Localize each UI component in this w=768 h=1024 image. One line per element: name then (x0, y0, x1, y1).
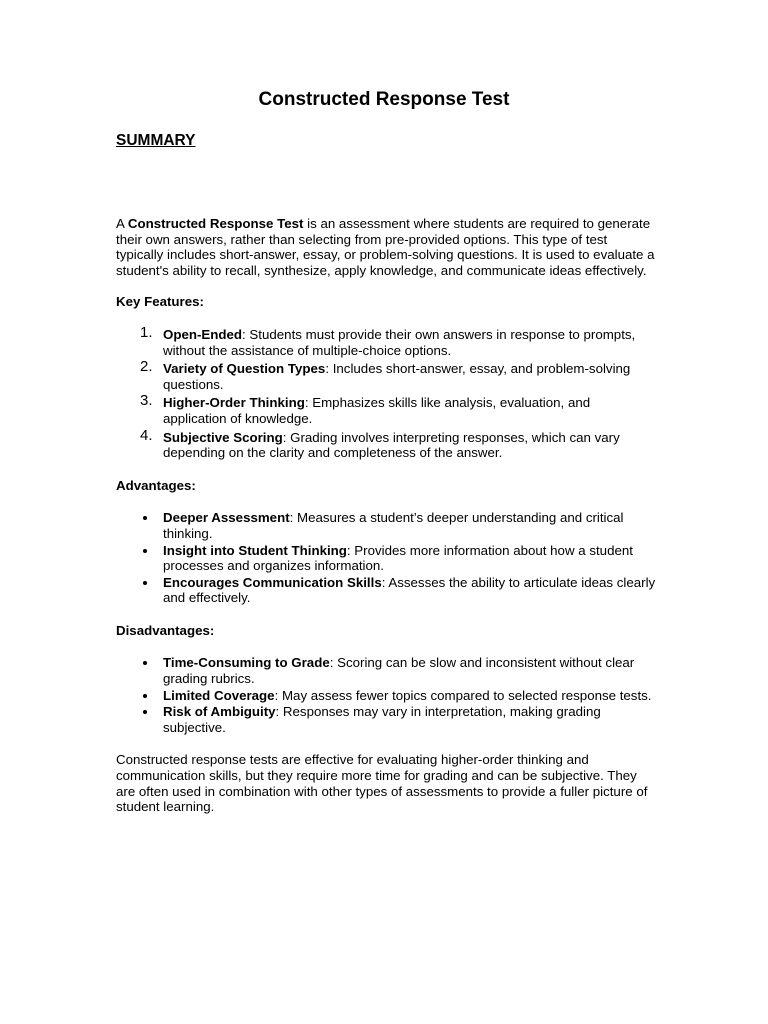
feature-term: Variety of Question Types (163, 361, 326, 377)
list-item (163, 361, 656, 392)
key-features-heading: Key Features: (116, 294, 204, 310)
list-item (163, 655, 656, 686)
advantages-heading (116, 478, 656, 494)
intro-term: Constructed Response Test (127, 216, 304, 231)
list-item (163, 327, 656, 358)
advantage-term: Deeper Assessment (163, 510, 290, 526)
feature-text: : Emphasizes skills like analysis, evaluation, and application of knowledge. (163, 395, 591, 426)
advantages-heading-text: Advantages (116, 477, 192, 493)
list-item (163, 430, 656, 461)
list-item (163, 704, 656, 735)
list-item (163, 575, 656, 606)
intro-text: is an assessment where students are required to generate their own answers, rather than selecting from pre-provided options. This type of test typically includes short-answer, essay, or problem-solving questions. It is used to evaluate a student's ability to recall, synthesize, apply knowledge, and communicate ideas effectively. (116, 216, 655, 278)
summary-heading: SUMMARY (116, 132, 196, 149)
feature-term: Open-Ended (163, 326, 243, 342)
document-body (116, 216, 656, 815)
advantages-list (116, 510, 656, 606)
advantage-text: : Measures a student’s deeper understanding and critical thinking. (163, 510, 624, 541)
feature-text: : Includes short-answer, essay, and problem-solving questions. (163, 361, 631, 392)
list-item (163, 395, 656, 426)
advantage-text: : Assesses the ability to articulate ideas clearly and effectively. (163, 574, 656, 606)
list-item (163, 543, 656, 574)
feature-text: : Students must provide their own answers in response to prompts, without the assistance of multiple-choice options. (163, 326, 636, 358)
feature-term: Higher-Order Thinking (163, 395, 305, 411)
feature-text: : Grading involves interpreting responses, which can vary depending on the clarity and completeness of the answer. (163, 429, 620, 461)
disadvantage-text: : May assess fewer topics compared to selected response tests. (274, 687, 652, 703)
conclusion-paragraph: Constructed response tests are effective for evaluating higher-order thinking and communication skills, but they require more time for grading and can be subjective. They are often used in combination with other types of assessments to provide a fuller picture of student learning. (116, 752, 648, 815)
key-features-list (116, 327, 656, 461)
disadvantage-text: : Responses may vary in interpretation, making grading subjective. (163, 704, 601, 735)
advantage-term: Insight into Student Thinking (163, 542, 347, 558)
advantages-heading-colon: : (191, 477, 196, 493)
feature-term: Subjective Scoring (163, 429, 283, 445)
disadvantages-heading-text: Disadvantages (116, 622, 210, 638)
disadvantage-term: Risk of Ambiguity (163, 704, 276, 720)
document-title: Constructed Response Test (258, 89, 510, 110)
intro-prefix: A (116, 216, 128, 231)
list-item (163, 510, 656, 541)
disadvantages-heading-colon: : (209, 622, 215, 638)
list-item (163, 688, 656, 704)
disadvantage-term: Limited Coverage (163, 687, 275, 703)
disadvantages-list (116, 655, 656, 735)
disadvantage-text: : Scoring can be slow and inconsistent without clear grading rubrics. (163, 655, 635, 687)
advantage-text: : Provides more information about how a student processes and organizes information. (163, 542, 633, 574)
disadvantage-term: Time-Consuming to Grade (163, 655, 330, 671)
disadvantages-heading (116, 623, 656, 639)
intro-paragraph (116, 216, 656, 278)
advantage-term: Encourages Communication Skills (163, 574, 382, 590)
